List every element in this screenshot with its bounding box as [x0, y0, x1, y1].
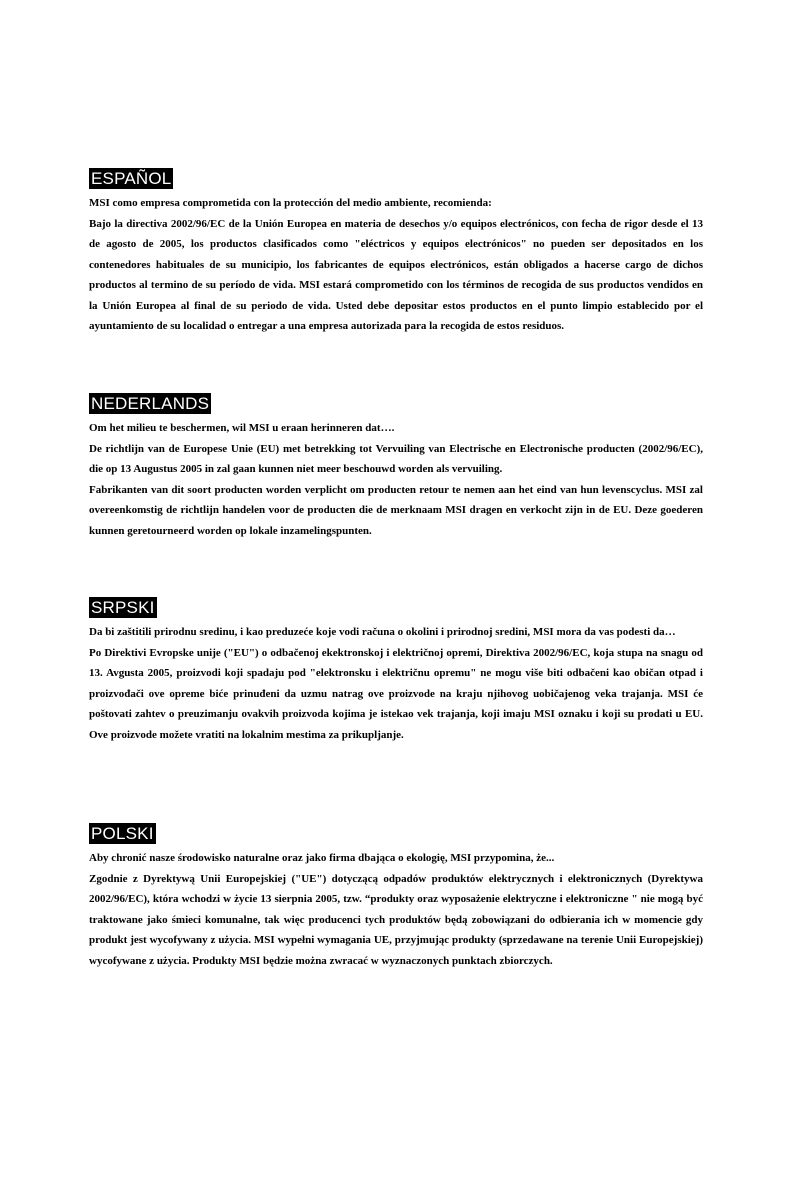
- paragraph-espanol-body: Bajo la directiva 2002/96/EC de la Unión Europea en materia de desechos y/o equipos electrónicos, con fecha de rigor desde el 13 de agosto de 2005, los productos clasificados como "eléctricos y equipos electrónicos" no pueden ser depositados en los contenedores habituales de su municipio, los fabricantes de equipos electrónicos, están obligados a hacerse cargo de dichos productos al termino de su período de vida. MSI estará comprometido con los términos de recogida de sus productos vendidos en la Unión Europea al final de su periodo de vida. Usted debe depositar estos productos en el punto limpio establecido por el ayuntamiento de su localidad o entregar a una empresa autorizada para la recogida de estos residuos.: [89, 217, 703, 332]
- paragraph-srpski-intro: Da bi zaštitili prirodnu sredinu, i kao preduzeće koje vodi računa o okolini i prirodnoj sredini, MSI mora da vas podesti da…: [89, 626, 676, 638]
- section-heading-polski: POLSKI: [91, 824, 154, 843]
- section-nederlands: [89, 393, 703, 541]
- section-espanol: [89, 168, 703, 337]
- paragraph-nederlands-manufacturers: Fabrikanten van dit soort producten worden verplicht om producten retour te nemen aan het eind van hun levenscyclus. MSI zal overeenkomstig de richtlijn handelen voor de producten die de merknaam MSI dragen en verkocht zijn in de EU. Deze goederen kunnen geretourneerd worden op lokale inzamelingspunten.: [89, 483, 703, 537]
- paragraph-polski-body: Zgodnie z Dyrektywą Unii Europejskiej ("UE") dotyczącą odpadów produktów elektrycznych i elektronicznych (Dyrektywa 2002/96/EC), która wchodzi w życie 13 sierpnia 2005, tzw. “produkty oraz wyposażenie elektryczne i elektroniczne " nie mogą być traktowane jako śmieci komunalne, tak więc producenci tych produktów będą zobowiązani do odbierania ich w momencie gdy produkt jest wycofywany z użycia. MSI wypełni wymagania UE, przyjmując produkty (sprzedawane na terenie Unii Europejskiej) wycofywane z użycia. Produkty MSI będzie można zwracać w wyznaczonych punktach zbiorczych.: [89, 872, 703, 967]
- paragraph-nederlands-directive: De richtlijn van de Europese Unie (EU) met betrekking tot Vervuiling van Electrische en Electronische producten (2002/96/EC), die op 13 Augustus 2005 in zal gaan kunnen niet meer beschouwd worden als vervuiling.: [89, 442, 703, 475]
- section-polski: [89, 823, 703, 971]
- section-heading-nederlands: NEDERLANDS: [91, 394, 210, 413]
- paragraph-srpski-body: Po Direktivi Evropske unije ("EU") o odbačenoj ekektronskoj i električnoj opremi, Direktiva 2002/96/EC, koja stupa na snagu od 13. Avgusta 2005, proizvodi koji spadaju pod "elektronsku i električnu opremu" ne mogu više biti odbačeni kao običan otpad i proizvođači ove opreme biće prinuđeni da uzmu natrag ove proizvode na kraju njihovog uobičajenog veka trajanja. MSI će poštovati zahtev o preuzimanju ovakvih proizvoda kojima je istekao vek trajanja, koji imaju MSI oznaku i koji su prodati u EU. Ove proizvode možete vratiti na lokalnim mestima za prikupljanje.: [89, 646, 703, 741]
- section-heading-srpski: SRPSKI: [91, 598, 155, 617]
- paragraph-nederlands-intro: Om het milieu te beschermen, wil MSI u eraan herinneren dat….: [89, 422, 395, 434]
- section-heading-espanol: ESPAÑOL: [91, 169, 172, 188]
- paragraph-polski-intro: Aby chronić nasze środowisko naturalne oraz jako firma dbająca o ekologię, MSI przypomina, że...: [89, 852, 555, 864]
- section-srpski: [89, 597, 703, 745]
- paragraph-espanol-intro: MSI como empresa comprometida con la protección del medio ambiente, recomienda:: [89, 197, 492, 209]
